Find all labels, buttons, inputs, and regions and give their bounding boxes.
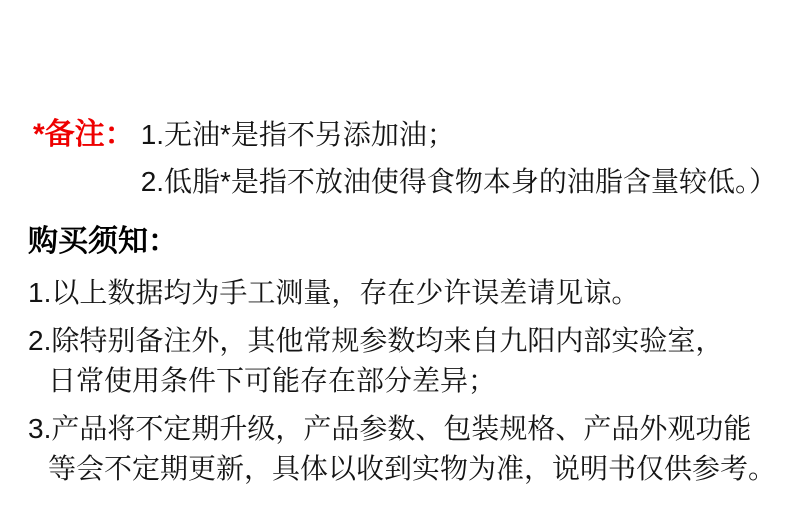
notice-item-2-line-2: 日常使用条件下可能存在部分差异； <box>48 365 497 396</box>
remark-line-1: 1.无油*是指不另添加油； <box>140 119 455 150</box>
remarks-lines <box>141 111 777 205</box>
notice-item-1 <box>28 273 773 313</box>
notice-item-2-line-1: 2.除特别备注外，其他常规参数均来自九阳内部实验室， <box>28 325 724 356</box>
purchase-notice-heading: 购买须知： <box>28 225 178 258</box>
purchase-notice-list <box>28 273 777 497</box>
notice-item-3-line-1: 3.产品将不定期升级，产品参数、包装规格、产品外观功能 <box>28 413 752 444</box>
notice-item-3 <box>28 409 777 489</box>
remarks-section <box>33 111 777 205</box>
notice-item-3-line-2: 等会不定期更新，具体以收到实物为准，说明书仅供参考。 <box>48 453 777 484</box>
notice-item-2 <box>28 321 773 401</box>
remarks-label: *备注： <box>33 118 135 151</box>
remark-line-2: 2.低脂*是指不放油使得食物本身的油脂含量较低。） <box>140 166 777 197</box>
notice-item-1-line-1: 1.以上数据均为手工测量，存在少许误差请见谅。 <box>28 277 640 308</box>
